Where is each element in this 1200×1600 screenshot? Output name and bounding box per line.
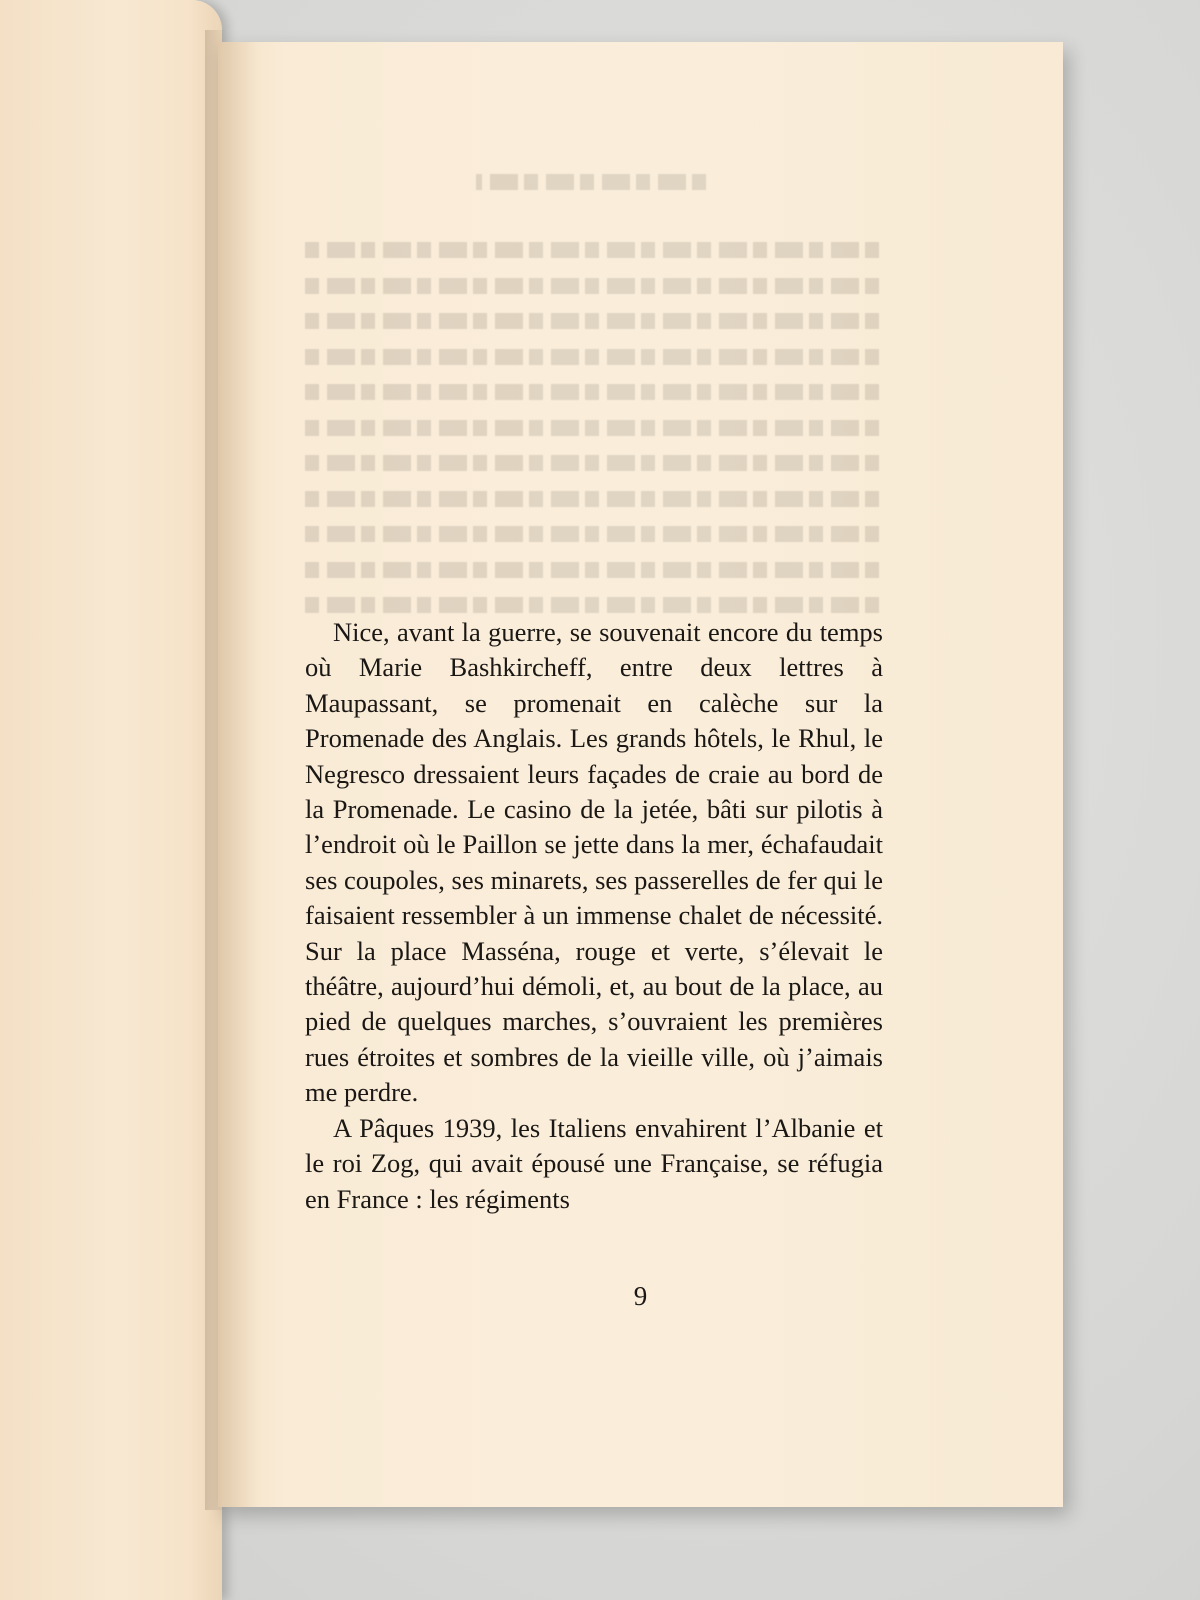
paragraph-2: A Pâques 1939, les Italiens envahirent l’Albanie et le roi Zog, qui avait épousé une Française, se réfugia en France : les régiments	[305, 1112, 883, 1214]
book-page	[218, 42, 1063, 1507]
left-page	[0, 0, 222, 1600]
paragraph-1: Nice, avant la guerre, se souvenait encore du temps où Marie Bashkircheff, entre deux lettres à Maupassant, se promenait en calèche sur la Promenade des Anglais. Les grands hôtels, le Rhul, le Negresco dressaient leurs façades de craie au bord de la Promenade. Le casino de la jetée, bâti sur pilotis à l’endroit où le Paillon se jette dans la mer, échafaudait ses coupoles, ses minarets, ses passerelles de fer qui le faisaient ressembler à un immense chalet de nécessité. Sur la place Masséna, rouge et verte, s’élevait le théâtre, aujourd’hui démoli, et, au bout de la place, au pied de quelques marches, s’ouvraient les premières rues étroites et sombres de la vieille ville, où j’aimais me perdre.	[305, 617, 883, 1108]
body-text	[305, 615, 883, 1217]
page-number: 9	[633, 1281, 648, 1311]
show-through-text	[304, 172, 879, 623]
